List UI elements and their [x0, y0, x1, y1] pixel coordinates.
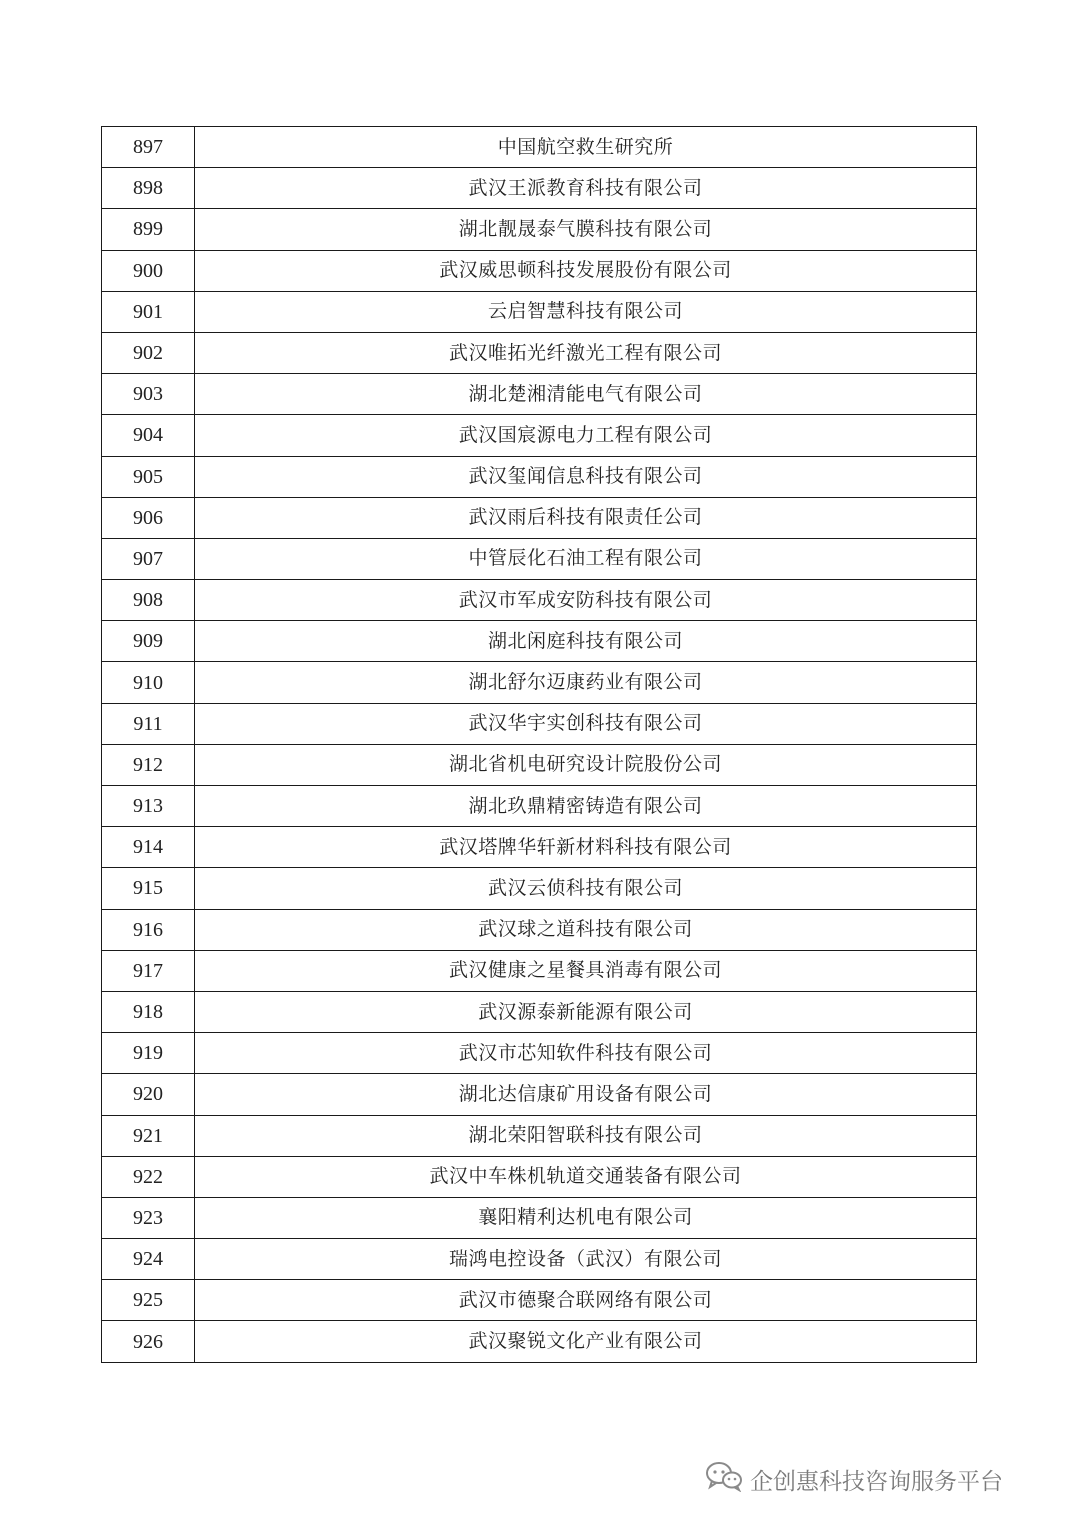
company-name: 武汉雨后科技有限责任公司 [195, 497, 977, 538]
row-number: 915 [102, 868, 195, 909]
table-row [102, 1074, 977, 1115]
row-number: 924 [102, 1239, 195, 1280]
watermark [704, 1462, 1003, 1496]
company-name: 湖北楚湘清能电气有限公司 [195, 374, 977, 415]
row-number: 899 [102, 209, 195, 250]
table-row [102, 786, 977, 827]
row-number: 912 [102, 744, 195, 785]
company-name: 湖北达信康矿用设备有限公司 [195, 1074, 977, 1115]
table-row [102, 497, 977, 538]
row-number: 919 [102, 1033, 195, 1074]
wechat-icon [704, 1460, 744, 1498]
company-name: 中管辰化石油工程有限公司 [195, 538, 977, 579]
company-name: 湖北舒尔迈康药业有限公司 [195, 662, 977, 703]
table-row [102, 1239, 977, 1280]
table-row [102, 1033, 977, 1074]
company-name: 武汉中车株机轨道交通装备有限公司 [195, 1156, 977, 1197]
table-row [102, 909, 977, 950]
company-name: 瑞鸿电控设备（武汉）有限公司 [195, 1239, 977, 1280]
company-list-table [101, 126, 977, 1363]
table-row [102, 1197, 977, 1238]
company-name: 武汉源泰新能源有限公司 [195, 991, 977, 1032]
table-row [102, 374, 977, 415]
company-list-body [102, 127, 977, 1363]
company-name: 武汉市芯知软件科技有限公司 [195, 1033, 977, 1074]
company-name: 湖北省机电研究设计院股份公司 [195, 744, 977, 785]
row-number: 913 [102, 786, 195, 827]
company-name: 武汉健康之星餐具消毒有限公司 [195, 950, 977, 991]
company-name: 湖北靓晟泰气膜科技有限公司 [195, 209, 977, 250]
company-name: 云启智慧科技有限公司 [195, 291, 977, 332]
table-row [102, 1321, 977, 1362]
table-row [102, 621, 977, 662]
company-name: 湖北玖鼎精密铸造有限公司 [195, 786, 977, 827]
table-row [102, 580, 977, 621]
company-name: 武汉王派教育科技有限公司 [195, 168, 977, 209]
row-number: 921 [102, 1115, 195, 1156]
table-row [102, 703, 977, 744]
company-name: 武汉玺闻信息科技有限公司 [195, 456, 977, 497]
row-number: 905 [102, 456, 195, 497]
watermark-text: 企创惠科技咨询服务平台 [750, 1468, 1003, 1495]
table-row [102, 744, 977, 785]
company-name: 湖北荣阳智联科技有限公司 [195, 1115, 977, 1156]
company-name: 武汉唯拓光纤激光工程有限公司 [195, 332, 977, 373]
company-name: 武汉云侦科技有限公司 [195, 868, 977, 909]
company-name: 武汉华宇实创科技有限公司 [195, 703, 977, 744]
row-number: 903 [102, 374, 195, 415]
row-number: 906 [102, 497, 195, 538]
table-row [102, 168, 977, 209]
row-number: 908 [102, 580, 195, 621]
row-number: 926 [102, 1321, 195, 1362]
table-row [102, 662, 977, 703]
table-row [102, 456, 977, 497]
company-name: 武汉聚锐文化产业有限公司 [195, 1321, 977, 1362]
company-name: 武汉市德聚合联网络有限公司 [195, 1280, 977, 1321]
company-name: 武汉威思顿科技发展股份有限公司 [195, 250, 977, 291]
row-number: 909 [102, 621, 195, 662]
table-row [102, 1156, 977, 1197]
row-number: 902 [102, 332, 195, 373]
table-row [102, 291, 977, 332]
company-name: 武汉市军成安防科技有限公司 [195, 580, 977, 621]
table-row [102, 332, 977, 373]
company-name: 襄阳精利达机电有限公司 [195, 1197, 977, 1238]
row-number: 925 [102, 1280, 195, 1321]
table-row [102, 991, 977, 1032]
table-row [102, 209, 977, 250]
row-number: 898 [102, 168, 195, 209]
row-number: 910 [102, 662, 195, 703]
row-number: 917 [102, 950, 195, 991]
company-name: 湖北闲庭科技有限公司 [195, 621, 977, 662]
row-number: 911 [102, 703, 195, 744]
row-number: 920 [102, 1074, 195, 1115]
row-number: 914 [102, 827, 195, 868]
table-row [102, 1115, 977, 1156]
row-number: 922 [102, 1156, 195, 1197]
row-number: 916 [102, 909, 195, 950]
company-name: 中国航空救生研究所 [195, 127, 977, 168]
row-number: 901 [102, 291, 195, 332]
table-row [102, 950, 977, 991]
table-row [102, 538, 977, 579]
row-number: 923 [102, 1197, 195, 1238]
row-number: 904 [102, 415, 195, 456]
company-name: 武汉塔牌华轩新材料科技有限公司 [195, 827, 977, 868]
table-row [102, 868, 977, 909]
row-number: 918 [102, 991, 195, 1032]
company-name: 武汉球之道科技有限公司 [195, 909, 977, 950]
table-row [102, 827, 977, 868]
row-number: 900 [102, 250, 195, 291]
company-name: 武汉国宸源电力工程有限公司 [195, 415, 977, 456]
row-number: 907 [102, 538, 195, 579]
table-row [102, 415, 977, 456]
table-row [102, 127, 977, 168]
row-number: 897 [102, 127, 195, 168]
table-row [102, 1280, 977, 1321]
table-row [102, 250, 977, 291]
